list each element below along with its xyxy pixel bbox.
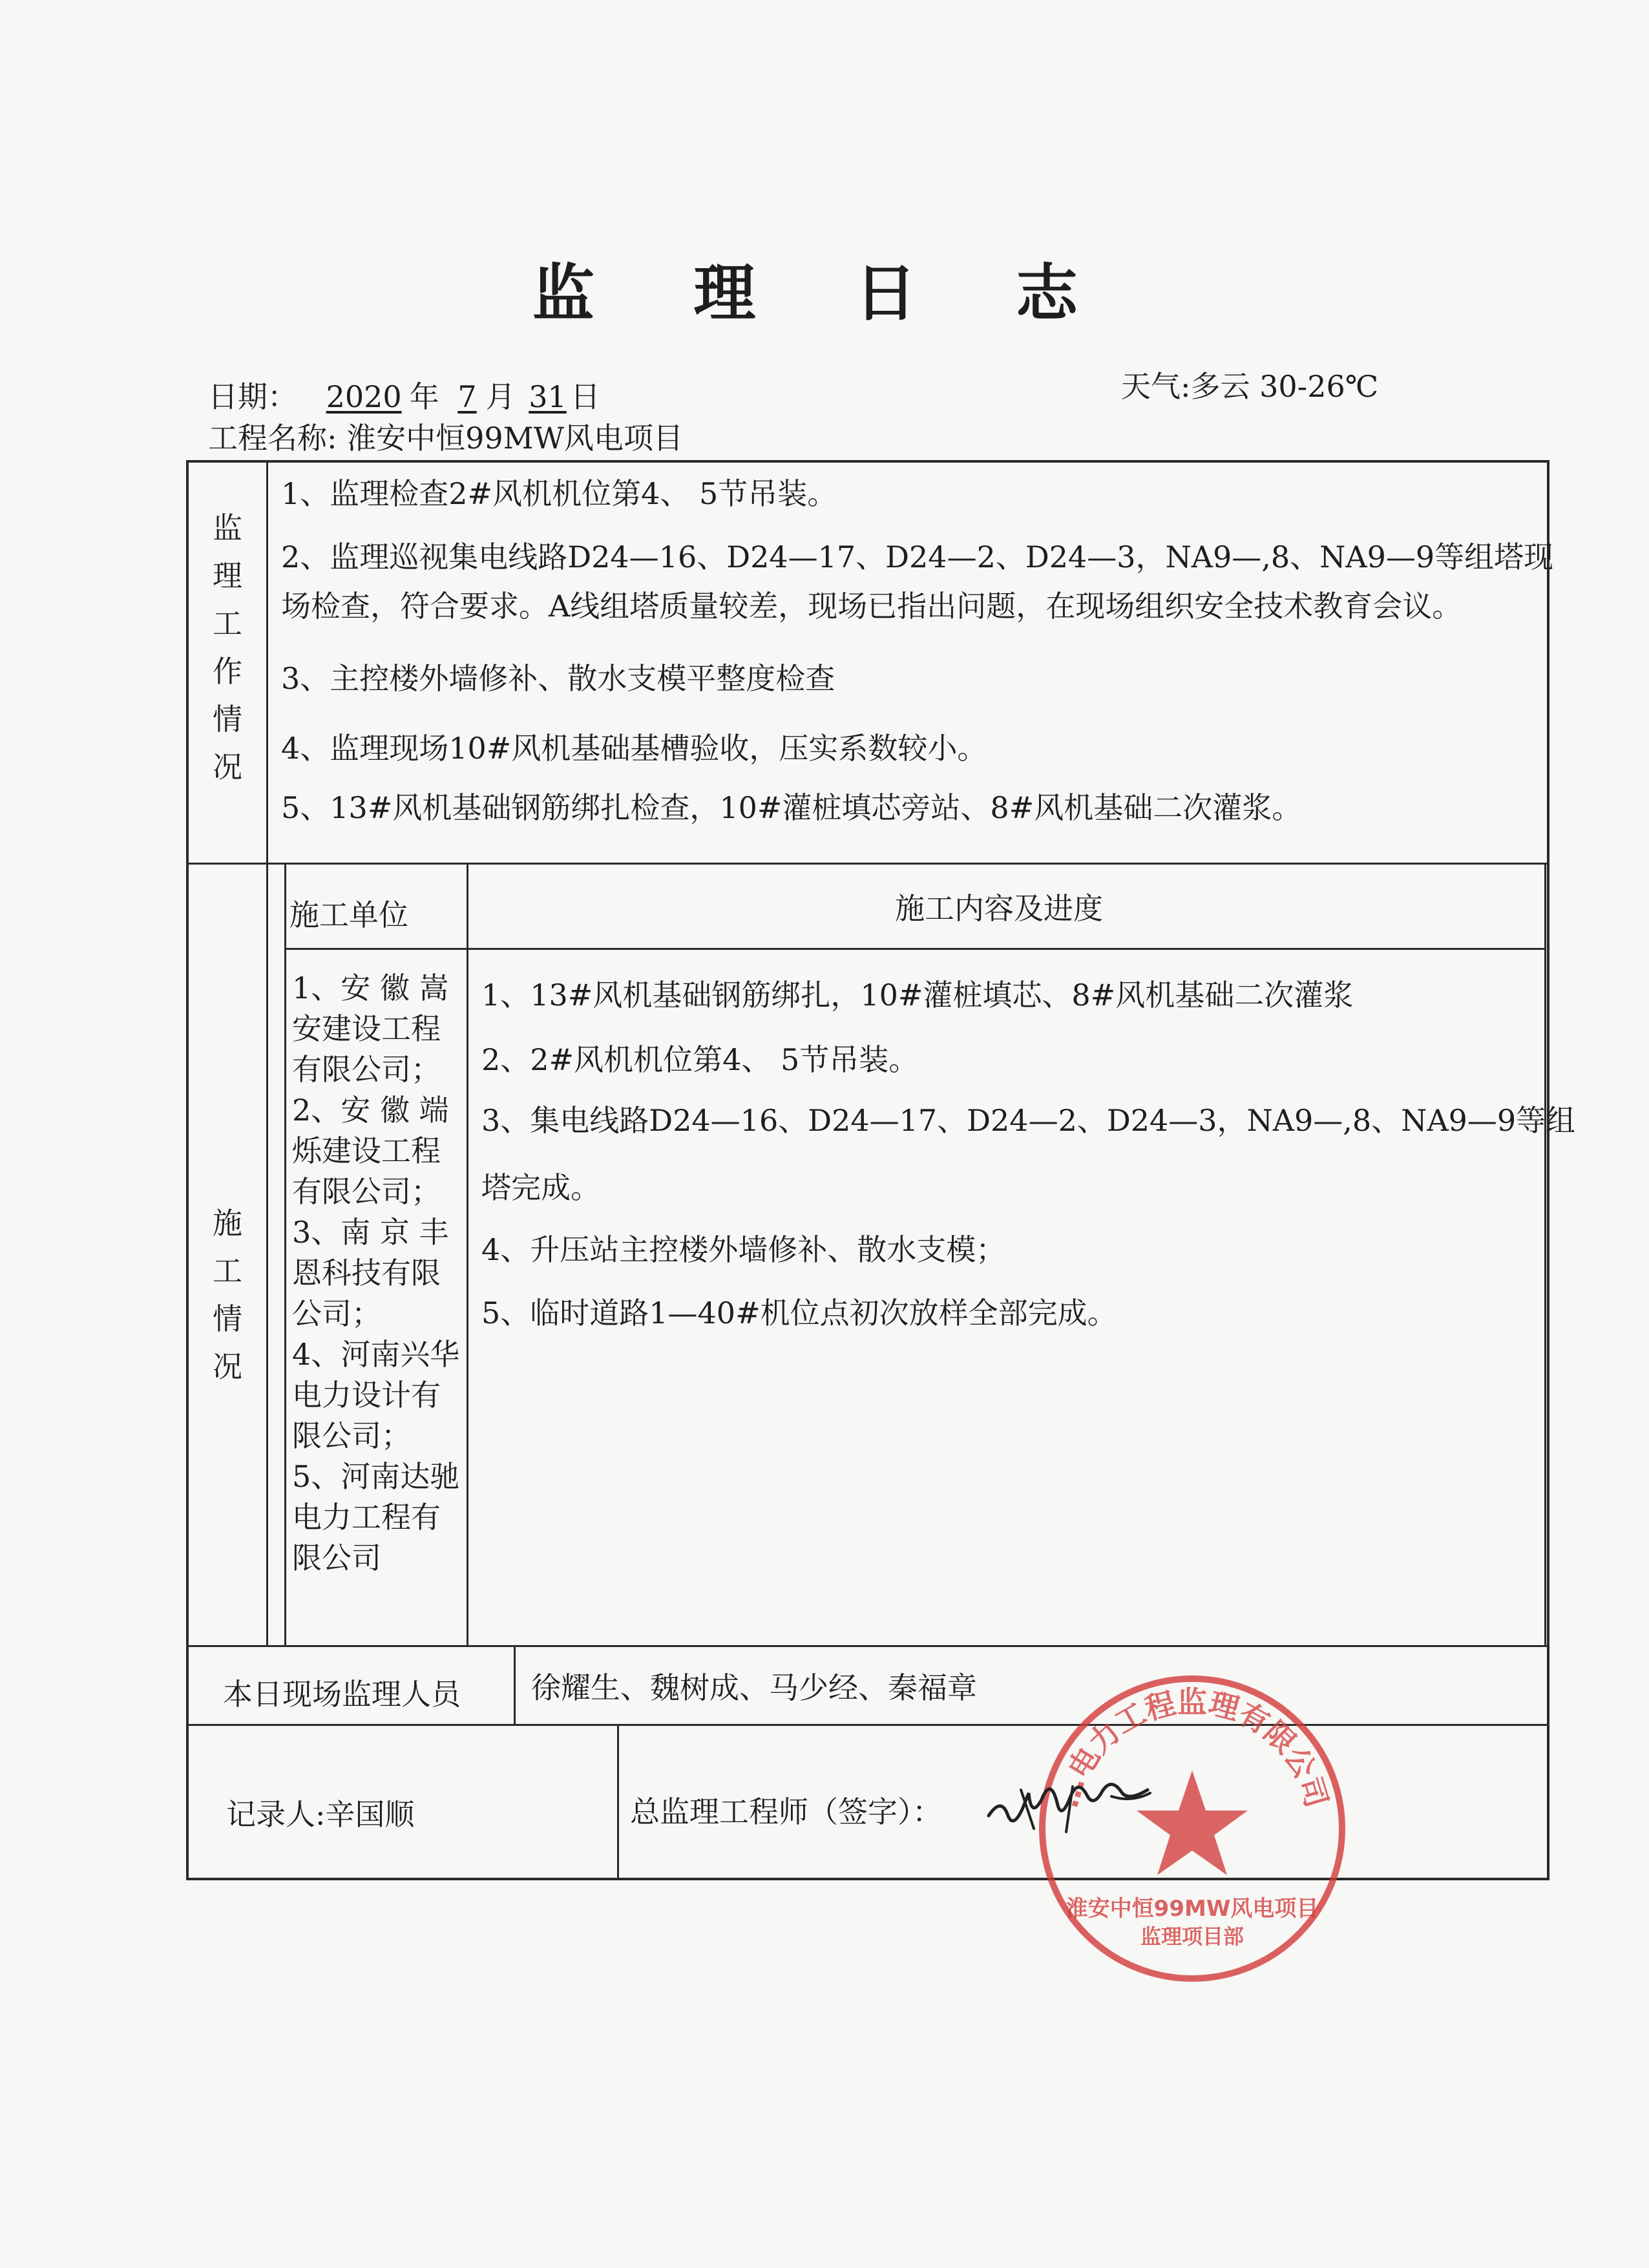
supervision-item: 1、监理检查2#风机机位第4、 5节吊装。 <box>281 476 837 511</box>
date-label: 日期： <box>208 379 297 414</box>
unit-header: 施工单位 <box>289 898 408 932</box>
progress-line: 5、临时道路1—40#机位点初次放样全部完成。 <box>481 1296 1117 1330</box>
supervision-heading-char: 况 <box>213 750 242 784</box>
unit-line: 4、河南兴华 <box>292 1337 460 1372</box>
date-day-unit: 日 <box>570 379 600 414</box>
progress-line: 3、集电线路D24—16、D24—17、D24—2、D24—3，NA9—,8、NA9—9等组 <box>481 1103 1576 1138</box>
unit-line: 有限公司； <box>292 1052 441 1087</box>
progress-line: 4、升压站主控楼外墙修补、散水支模； <box>481 1232 1006 1267</box>
staff-label: 本日现场监理人员 <box>223 1677 461 1712</box>
unit-line: 安建设工程 <box>292 1011 441 1046</box>
construction-heading-char: 情 <box>213 1301 242 1336</box>
progress-line: 1、13#风机基础钢筋绑扎，10#灌桩填芯、8#风机基础二次灌浆 <box>481 978 1354 1013</box>
unit-line: 恩科技有限 <box>292 1255 441 1290</box>
unit-line: 有限公司； <box>292 1174 441 1209</box>
construction-units <box>292 968 465 1579</box>
supervision-item: 4、监理现场10#风机基础基槽验收，压实系数较小。 <box>281 731 987 766</box>
unit-line: 1、安 徽 嵩 <box>292 971 449 1005</box>
supervision-item: 3、主控楼外墙修补、散水支模平整度检查 <box>281 661 835 696</box>
supervision-item: 场检查，符合要求。A线组塔质量较差，现场已指出问题，在现场组织安全技术教育会议。 <box>281 589 1462 624</box>
unit-line: 电力工程有 <box>292 1500 441 1535</box>
supervision-item: 2、监理巡视集电线路D24—16、D24—17、D24—2、D24—3，NA9—,8、NA9—9等组塔现 <box>281 540 1554 574</box>
stamp-ring-text: …电力工程监理有限公司 <box>1049 1685 1335 1812</box>
supervision-heading-char: 工 <box>213 606 242 641</box>
unit-line: 2、安 徽 端 <box>292 1093 449 1128</box>
recorder: 记录人:辛国顺 <box>226 1797 415 1832</box>
date-year: 2020 <box>326 379 402 414</box>
date-month: 7 <box>457 379 477 414</box>
construction-heading-char: 工 <box>213 1254 242 1288</box>
unit-line: 限公司 <box>292 1540 381 1575</box>
chief-label: 总监理工程师（签字）： <box>630 1794 942 1829</box>
staff-names: 徐耀生、魏树成、马少经、秦福章 <box>531 1670 977 1705</box>
date-day: 31 <box>529 379 567 414</box>
supervision-heading-char: 情 <box>213 702 242 737</box>
unit-line: 公司； <box>292 1296 381 1331</box>
unit-line: 烁建设工程 <box>292 1133 441 1168</box>
signature <box>982 1770 1202 1848</box>
weather: 天气:多云 30-26℃ <box>1121 369 1379 404</box>
page-title: 监 理 日 志 <box>532 257 1117 330</box>
stamp-inner-line2: 监理项目部 <box>1140 1924 1245 1949</box>
progress-line: 塔完成。 <box>481 1170 600 1205</box>
progress-line: 2、2#风机机位第4、 5节吊装。 <box>481 1042 919 1077</box>
supervision-heading-char: 作 <box>213 654 242 689</box>
construction-heading <box>208 1199 247 1391</box>
construction-heading-char: 施 <box>213 1206 242 1241</box>
date-year-unit: 年 <box>409 379 439 414</box>
content-header: 施工内容及进度 <box>895 891 1103 926</box>
project-name: 工程名称: 淮安中恒99MW风电项目 <box>208 421 684 456</box>
supervision-heading-char: 理 <box>213 558 242 593</box>
supervision-heading-char: 监 <box>213 510 242 545</box>
construction-heading-char: 况 <box>213 1349 242 1384</box>
supervision-heading <box>208 504 247 791</box>
unit-line: 5、河南达驰 <box>292 1459 460 1494</box>
unit-line: 电力设计有 <box>292 1378 441 1412</box>
stamp-inner-line1: 淮安中恒99MW风电项目 <box>1066 1896 1319 1922</box>
supervision-item: 5、13#风机基础钢筋绑扎检查，10#灌桩填芯旁站、8#风机基础二次灌浆。 <box>281 790 1302 825</box>
unit-line: 限公司； <box>292 1418 411 1453</box>
date-line <box>208 373 600 416</box>
date-month-unit: 月 <box>485 379 516 414</box>
unit-line: 3、南 京 丰 <box>292 1215 449 1250</box>
